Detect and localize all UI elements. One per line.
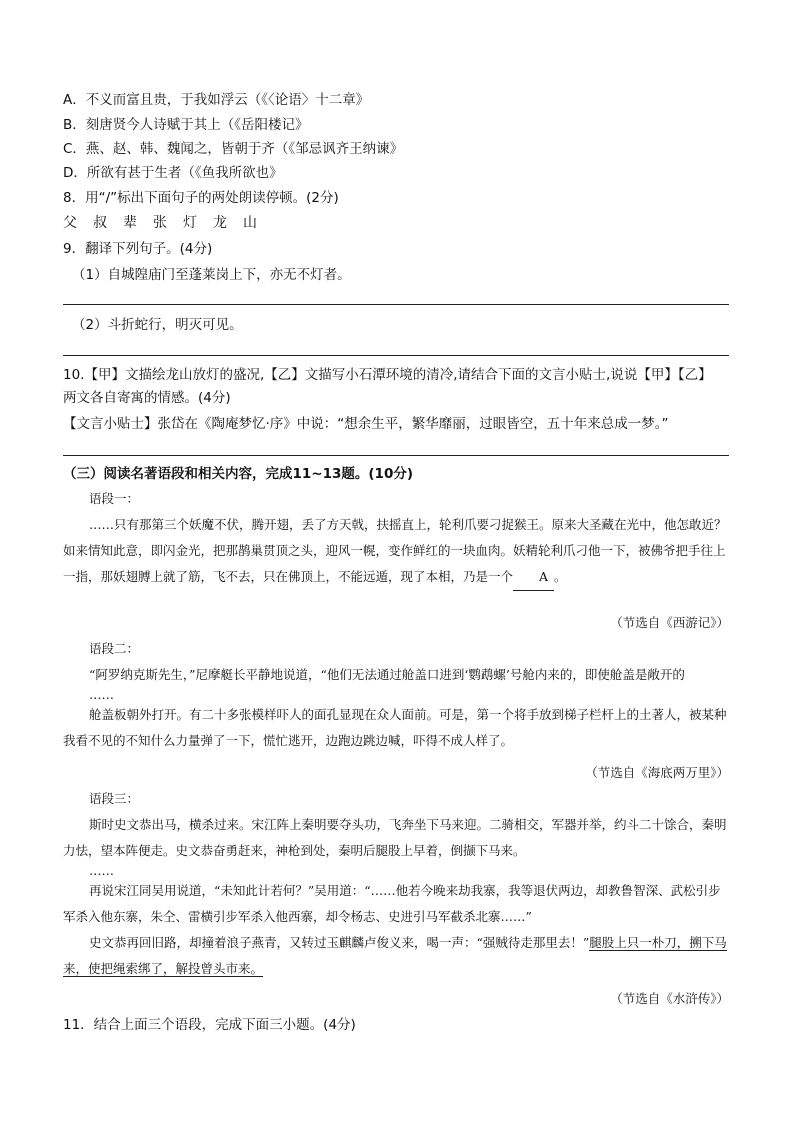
q9-sentence-2: （2）斗折蛇行，明灭可见。 [72, 317, 243, 333]
answer-line[interactable] [63, 304, 729, 305]
q10-tip: 【文言小贴士】张岱在《陶庵梦忆·序》中说：“想余生平，繁华靡丽，过眼皆空，五十年来总成一梦。” [63, 416, 669, 432]
q8-char: 山 [243, 215, 257, 231]
segment-1 [63, 486, 729, 591]
q8-sentence [63, 213, 273, 233]
q7-option-b: B．刻唐贤今人诗赋于其上（《岳阳楼记》 [63, 117, 309, 133]
q11-prompt: 11．结合上面三个语段，完成下面三小题。(4分) [63, 1017, 356, 1033]
q8-char: 龙 [213, 215, 227, 231]
q7-option-c: C．燕、赵、韩、魏闻之，皆朝于齐（《邹忌讽齐王纳谏》 [63, 141, 404, 157]
answer-line[interactable] [63, 455, 729, 456]
q7-option-d: D．所欲有甚于生者（《鱼我所欲也》 [63, 165, 283, 181]
q8-char: 叔 [93, 215, 107, 231]
q8-char: 辈 [123, 215, 137, 231]
segment-3-label: 语段三： [89, 791, 140, 806]
q8-prompt: 8．用“/”标出下面句子的两处朗读停顿。(2分) [63, 190, 339, 206]
segment-3-text-3: 史文恭再回旧路，却撞着浪子燕青，又转过玉麒麟卢俊义来，喝一声：“强贼待走那里去！”腿股上只一朴刀，搠下马来，使把绳索绑了，解投曾头市来。 [63, 935, 727, 976]
q7-option-a: A．不义而富且贵，于我如浮云（《〈论语〉十二章》 [63, 92, 370, 108]
underlined-sentence: 腿股上只一朴刀，搠下马来，使把绳索绑了，解投曾头市来。 [63, 935, 727, 976]
segment-3 [63, 786, 729, 982]
segment-1-text: ……只有那第三个妖魔不伏，腾开翅，丢了方天戟，扶摇直上，轮利爪要刁捉猴王。原来大圣藏在光中，他怎敢近？如来情知此意，即闪金光，把那鹊巢贯顶之头，迎风一幌，变作鲜红的一块血肉。妖精轮利爪刁他一下，被佛爷把手往上一指，那妖翅膊上就了筋，飞不去，只在佛顶上，不能远遁，现了本相，乃是一个 A 。 [63, 512, 729, 591]
q8-char: 灯 [183, 215, 197, 231]
q8-char: 张 [153, 215, 167, 231]
segment-1-source: （节选自《西游记》） [610, 615, 729, 630]
q10-prompt-line2: 两文各自寄寓的情感。(4分) [63, 390, 231, 406]
segment-3-text-1: 斯时史文恭出马，横杀过来。宋江阵上秦明要夺头功，飞奔坐下马来迎。二骑相交，军器并举，约斗二十馀合，秦明力怯，望本阵便走。史文恭奋勇赶来，神枪到处，秦明后腿股上早着，倒撷下马来。 [63, 817, 727, 858]
segment-2-dialogue: “阿罗纳克斯先生，”尼摩艇长平静地说道，“他们无法通过舱盖口进到‘鹦鹉螺’号舱内来的，即使舱盖是敞开的 [89, 667, 685, 682]
ellipsis: …… [89, 863, 114, 878]
segment-2-text: 舱盖板朝外打开。有二十多张模样吓人的面孔显现在众人面前。可是，第一个将手放到梯子栏杆上的土著人，被某种我看不见的不知什么力量弹了一下，慌忙逃开，边跑边跳边喊，吓得不成人样了。 [63, 707, 727, 748]
segment-1-label: 语段一： [89, 491, 140, 506]
q9-prompt: 9．翻译下列句子。(4分) [63, 241, 213, 257]
q9-sentence-1: （1）自城隍庙门至蓬莱岗上下，亦无不灯者。 [72, 267, 351, 283]
segment-3-source: （节选自《水浒传》） [610, 991, 729, 1006]
segment-2-label: 语段二： [89, 641, 140, 656]
segment-2 [63, 636, 729, 754]
blank-a[interactable]: A [513, 564, 554, 591]
segment-3-text-2: 再说宋江同吴用说道，“未知此计若何？”吴用道：“……他若今晚来劫我寨，我等退伏两边，却教鲁智深、武松引步军杀入他东寨，朱仝、雷横引步军杀入他西寨，却令杨志、史进引马军截杀北寨……” [63, 883, 721, 924]
ellipsis: …… [89, 687, 114, 702]
q10-prompt-line1: 10.【甲】文描绘龙山放灯的盛况,【乙】文描写小石潭环境的清冷,请结合下面的文言小贴士,说说【甲】【乙】 [63, 367, 712, 383]
segment-2-source: （节选自《海底两万里》） [585, 765, 729, 780]
answer-line[interactable] [63, 355, 729, 356]
q8-char: 父 [63, 215, 77, 231]
section3-title: （三）阅读名著语段和相关内容，完成11~13题。(10分) [63, 466, 414, 482]
